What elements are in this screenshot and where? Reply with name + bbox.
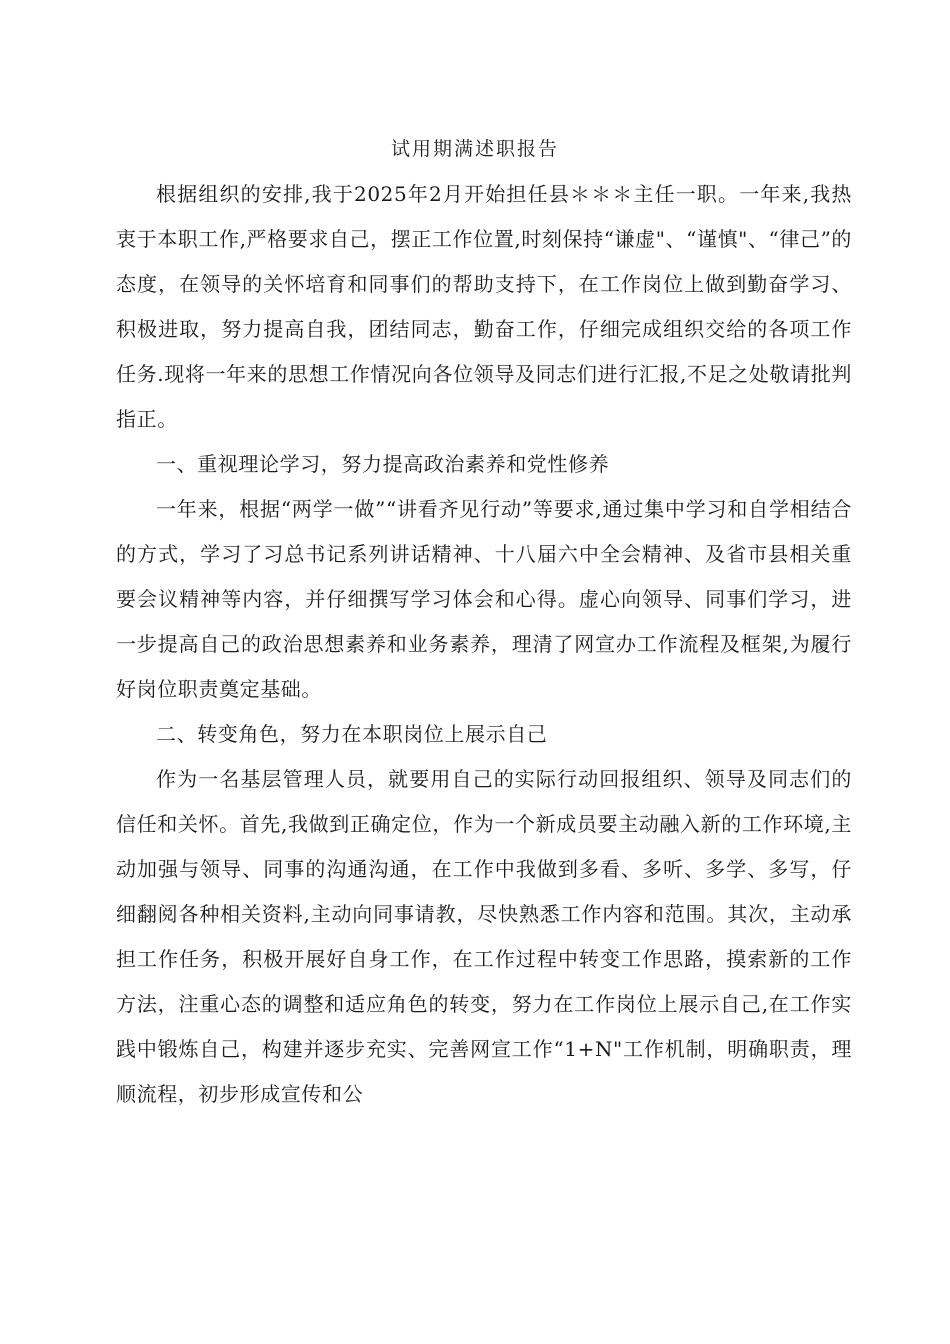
paragraph-intro: 根据组织的安排,我于2025年2月开始担任县＊＊＊主任一职。一年来,我热衷于本职工作,严格要求自己，摆正工作位置,时刻保持“谦虚"、“谨慎"、“律己”的态度，在领导的关怀培育和同事们的帮助支持下，在工作岗位上做到勤奋学习、积极进取，努力提高自我，团结同志，勤奋工作，仔细完成组织交给的各项工作任务.现将一年来的思想工作情况向各位领导及同志们进行汇报,不足之处敬请批判指正。 (116, 182, 853, 431)
section-heading-1: 一、重视理论学习，努力提高政治素养和党性修养 (156, 452, 610, 476)
document-body (116, 172, 852, 1117)
document-title: 试用期满述职报告 (390, 138, 559, 160)
paragraph-section-2: 作为一名基层管理人员，就要用自己的实际行动回报组织、领导及同志们的信任和关怀。首先,我做到正确定位，作为一个新成员要主动融入新的工作环境,主动加强与领导、同事的沟通沟通，在工作中我做到多看、多听、多学、多写，仔细翻阅各种相关资料,主动向同事请教，尽快熟悉工作内容和范围。其次，主动承担工作任务，积极开展好自身工作，在工作过程中转变工作思路，摸索新的工作方法，注重心态的调整和适应角色的转变，努力在工作岗位上展示自己,在工作实践中锻炼自己，构建并逐步充实、完善网宣工作“1+N"工作机制，明确职责，理顺流程，初步形成宣传和公 (116, 767, 852, 1106)
section-heading-2: 二、转变角色，努力在本职岗位上展示自己 (156, 722, 548, 746)
paragraph-section-1: 一年来，根据“两学一做”“讲看齐见行动”等要求,通过集中学习和自学相结合的方式，学习了习总书记系列讲话精神、十八届六中全会精神、及省市县相关重要会议精神等内容，并仔细撰写学习体会和心得。虚心向领导、同事们学习，进一步提高自己的政治思想素养和业务素养，理清了网宣办工作流程及框架,为履行好岗位职责奠定基础。 (116, 497, 852, 701)
